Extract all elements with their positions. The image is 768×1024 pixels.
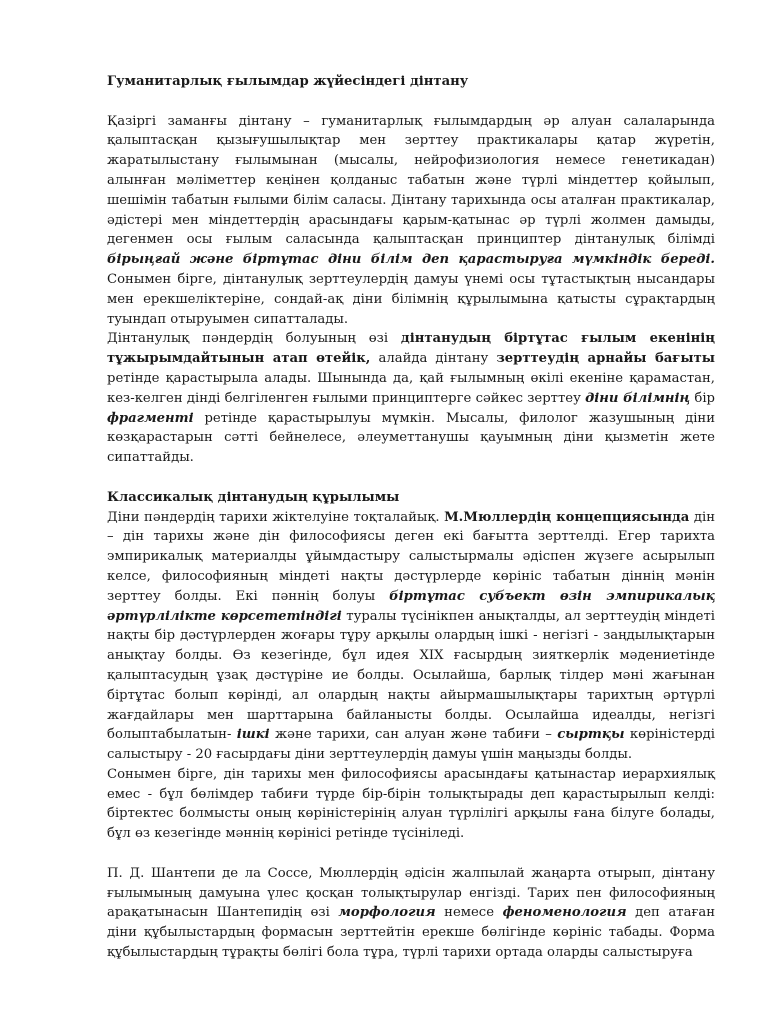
paragraph-text: немесе xyxy=(435,905,503,921)
paragraph-text: ретінде қарастырыла алады. Шынында да, қай ғылымның өкілі екеніне қарамастан, кез-келген дінді белгіленген ғылыми принциптерге сәйкес зерттеу xyxy=(107,370,715,406)
paragraph-text: дін – дін тарихы және дін философиясы деген екі бағытта зерттелді. Егер тарихта эмпирикалық материалды ұйымдастыру салыстырмалы әдіспен жүзеге асырылып келсе, философияның міндеті нақты дәстүрлерде көрініс табатын діннің мәнін зерттеу болды. Екі пәннің болуы xyxy=(107,509,715,604)
paragraph-text: деп атаған діни құбылыстардың формасын зерттейтін ерекше бөлігінде көрініс табады. Форма құбылыстардың тұрақты бөлігі бола тұра, түрлі тарихи ортада оларды салыстыруға xyxy=(107,905,715,961)
section-heading-humanities: Гуманитарлық ғылымдар жүйесіндегі дінтану xyxy=(107,74,469,89)
bold-italic-phrase: ішкі xyxy=(236,727,270,743)
bold-italic-phrase: сыртқы xyxy=(557,727,625,743)
document-page xyxy=(107,72,715,963)
paragraph-text: туралы түсінікпен анықталды, ал зерттеудің міндеті нақты бір дәстүрлерден жоғары тұру арқылы олардың ішкі - негізгі - заңдылықтарын анықтау болды. Өз кезегінде, бұл идея XIX ғасырдың зияткерлік мәдениетінде қалыптасудың ұзақ дәстүріне ие болды. Осылайша, барлық тілдер мәні жағынан біртұтас болып көрінді, ал олардың нақты айырмашылықтары тарихтың әртүрлі жағдайлары мен шарттарына байланысты болды. Осылайша идеалды, негізгі болыптабылатын- xyxy=(107,608,715,743)
paragraph-chantepie xyxy=(107,864,715,963)
paragraph-history-philosophy-relation: Сонымен бірге, дін тарихы мен философиясы арасындағы қатынастар иерархиялық емес - бұл бөлімдер табиғи түрде бір-бірін толықтырады деп қарастырылып келді: біртектес болмысты оның көріністерінің алуан түрлілігі арқылы ғана білуге болады, бұл өз кезегінде мәннің көрінісі ретінде түсініледі. xyxy=(107,766,715,842)
paragraph-text: ретінде қарастырылуы мүмкін. Мысалы, филолог жазушының діни көзқарастарын сәтті бейнелесе, әлеуметтанушы қауымның діни қызметін жете сипаттайды. xyxy=(107,410,715,466)
paragraph-text: және тарихи, сан алуан және табиғи – xyxy=(269,727,558,743)
bold-phrase: М.Мюллердің концепциясында xyxy=(444,509,690,525)
bold-italic-phrase: бірыңғай және біртұтас діни білім деп қарастыруға мүмкіндік береді. xyxy=(107,252,715,268)
spacer xyxy=(107,468,715,488)
paragraph-mueller-concept xyxy=(107,508,715,765)
paragraph-text: Сонымен бірге, дінтанулық зерттеулердің дамуы үнемі осы тұтастықтың нысандары мен ерекшеліктеріне, сондай-ақ діни білімнің құрылымына қатысты сұрақтардың туындап отыруымен сипатталады. xyxy=(107,271,715,327)
paragraph-disciplines xyxy=(107,329,715,468)
paragraph-text: көріністерді салыстыру - 20 ғасырдағы діни зерттеулердің дамуы үшін маңызды болды. xyxy=(107,727,715,763)
spacer xyxy=(107,844,715,864)
paragraph-text: П. Д. Шантепи де ла Соссе, Мюллердің әдісін жалпылай жаңарта отырып, дінтану ғылымының дамуына үлес қосқан толықтырулар енгізді. Тарих пен философияның арақатынасын Шантепидің өзі xyxy=(107,865,715,921)
bold-italic-phrase: морфология xyxy=(338,905,436,921)
paragraph-text: Қазіргі заманғы дінтану – гуманитарлық ғылымдардың әр алуан салаларында қалыптасқан қызығушылықтар мен зерттеу практикалары қатар жүретін, жаратылыстану ғылымынан (мысалы, нейрофизиология немесе генетикадан) алынған мәліметтер кеңінен қолданыс табатын және түрлі міндеттер қойылып, шешімін табатын ғылыми білім саласы. Дінтану тарихында осы аталған практикалар, әдістері мен міндеттердің арасындағы қарым-қатынас әр түрлі жолмен дамыды, дегенмен осы ғылым саласында қалыптасқан принциптер дінтанулық білімді xyxy=(107,113,715,248)
paragraph-text: Дінтанулық пәндердің болуының өзі xyxy=(107,331,401,347)
bold-phrase: дінтанудың біртұтас ғылым екенінің тұжырымдайтынын атап өтейік, xyxy=(107,331,715,367)
bold-italic-phrase: діни білімнің xyxy=(585,390,691,406)
bold-phrase: зерттеудің арнайы бағыты xyxy=(496,351,715,367)
paragraph-text: Діни пәндердің тарихи жіктелуіне тоқталайық. xyxy=(107,509,445,525)
paragraph-text: алайда дінтану xyxy=(370,351,497,367)
paragraph-modern-religious-studies xyxy=(107,112,715,330)
bold-italic-phrase: біртұтас субъект өзін эмпирикалық әртүрлілікте көрсететіндігі xyxy=(107,588,715,624)
bold-italic-phrase: фрагменті xyxy=(107,410,194,426)
section-heading-classical-structure: Классикалық дінтанудың құрылымы xyxy=(107,489,400,505)
spacer xyxy=(107,92,715,112)
paragraph-text: бір xyxy=(690,390,716,406)
bold-italic-phrase: феноменология xyxy=(502,905,627,921)
